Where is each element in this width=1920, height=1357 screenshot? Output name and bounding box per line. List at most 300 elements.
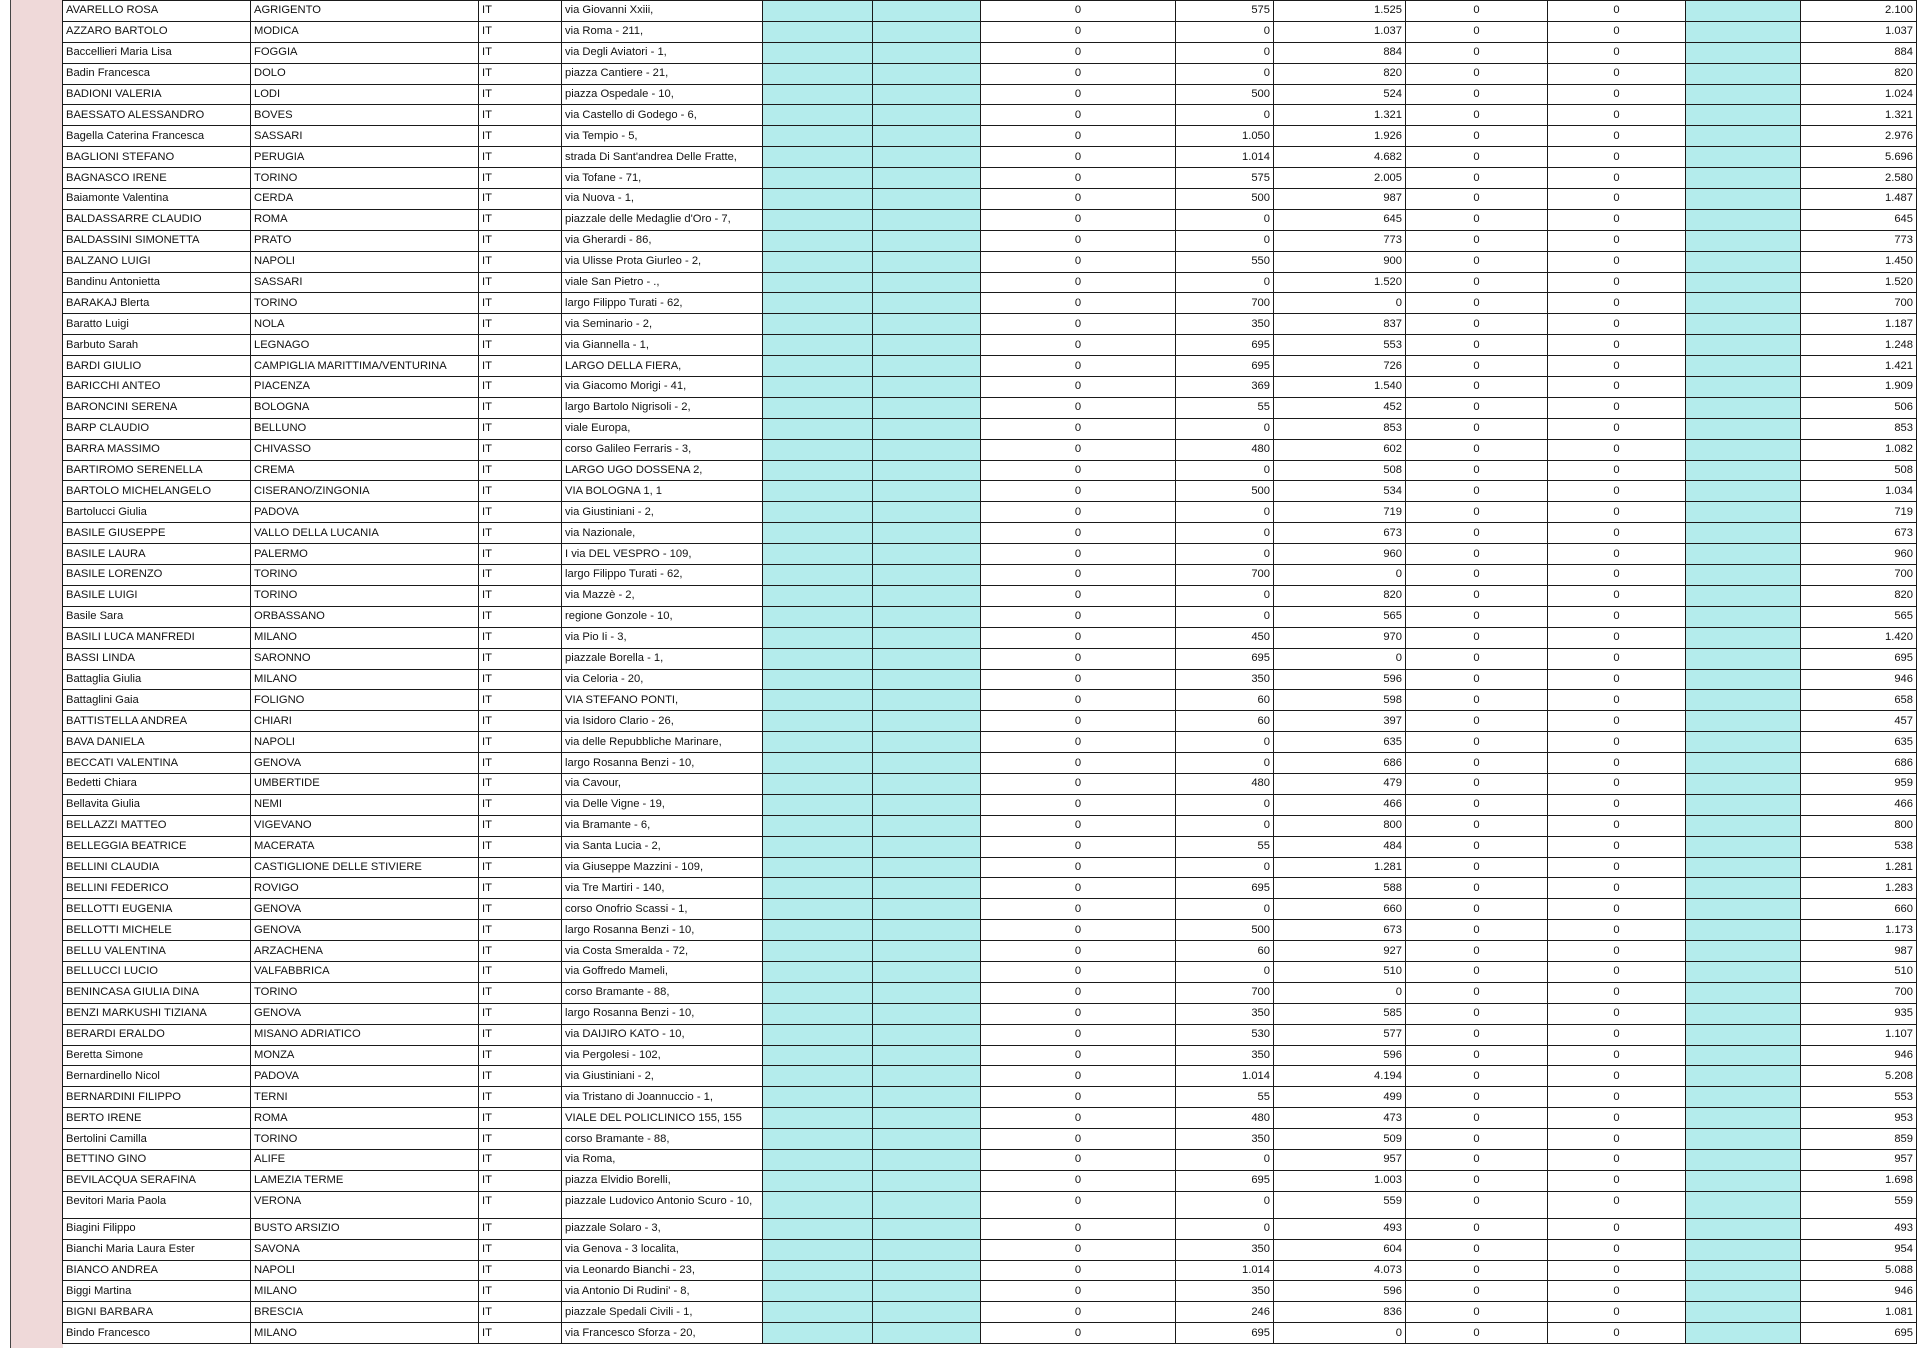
cell-country: IT (479, 147, 562, 168)
cell-empty-cyan (1686, 42, 1801, 63)
cell-value-2: 55 (1176, 836, 1274, 857)
cell-country: IT (479, 126, 562, 147)
cell-total: 1.909 (1801, 377, 1917, 398)
cell-empty-cyan (873, 105, 981, 126)
cell-empty-cyan (873, 502, 981, 523)
cell-value-1: 0 (981, 377, 1176, 398)
cell-empty-cyan (1686, 230, 1801, 251)
cell-name: BELLAZZI MATTEO (63, 815, 251, 836)
cell-country: IT (479, 815, 562, 836)
cell-total: 700 (1801, 565, 1917, 586)
cell-empty-cyan (763, 1239, 873, 1260)
cell-empty-cyan (1686, 314, 1801, 335)
cell-city: NOLA (251, 314, 479, 335)
cell-address: piazzale Spedali Civili - 1, (562, 1302, 763, 1323)
cell-value-2: 500 (1176, 84, 1274, 105)
cell-empty-cyan (873, 1239, 981, 1260)
cell-value-4: 0 (1406, 773, 1548, 794)
cell-empty-cyan (873, 314, 981, 335)
cell-address: largo Rosanna Benzi - 10, (562, 753, 763, 774)
cell-empty-cyan (873, 356, 981, 377)
cell-country: IT (479, 941, 562, 962)
table-row (63, 1108, 1917, 1129)
cell-empty-cyan (1686, 773, 1801, 794)
cell-total: 853 (1801, 418, 1917, 439)
cell-empty-cyan (763, 711, 873, 732)
cell-value-3: 4.682 (1274, 147, 1406, 168)
cell-country: IT (479, 460, 562, 481)
cell-address: piazza Ospedale - 10, (562, 84, 763, 105)
table-row (63, 189, 1917, 210)
table-row (63, 878, 1917, 899)
cell-empty-cyan (763, 627, 873, 648)
cell-name: Bedetti Chiara (63, 773, 251, 794)
cell-address: largo Bartolo Nigrisoli - 2, (562, 397, 763, 418)
cell-value-4: 0 (1406, 126, 1548, 147)
cell-address: largo Rosanna Benzi - 10, (562, 920, 763, 941)
cell-value-5: 0 (1548, 1260, 1686, 1281)
cell-value-5: 0 (1548, 84, 1686, 105)
cell-value-4: 0 (1406, 481, 1548, 502)
cell-name: BADIONI VALERIA (63, 84, 251, 105)
cell-value-2: 60 (1176, 711, 1274, 732)
cell-empty-cyan (1686, 982, 1801, 1003)
cell-empty-cyan (873, 920, 981, 941)
cell-value-2: 350 (1176, 1239, 1274, 1260)
cell-address: largo Filippo Turati - 62, (562, 293, 763, 314)
cell-empty-cyan (763, 1218, 873, 1239)
cell-value-5: 0 (1548, 1003, 1686, 1024)
cell-total: 700 (1801, 293, 1917, 314)
cell-name: Bernardinello Nicol (63, 1066, 251, 1087)
cell-value-5: 0 (1548, 272, 1686, 293)
cell-address: strada Di Sant'andrea Delle Fratte, (562, 147, 763, 168)
cell-city: ROMA (251, 209, 479, 230)
cell-address: LARGO UGO DOSSENA 2, (562, 460, 763, 481)
table-row (63, 773, 1917, 794)
cell-empty-cyan (1686, 878, 1801, 899)
cell-name: Bellavita Giulia (63, 794, 251, 815)
cell-total: 695 (1801, 1323, 1917, 1344)
cell-empty-cyan (763, 335, 873, 356)
table-row (63, 627, 1917, 648)
table-row (63, 648, 1917, 669)
cell-value-5: 0 (1548, 857, 1686, 878)
cell-empty-cyan (873, 815, 981, 836)
cell-value-2: 0 (1176, 1149, 1274, 1170)
cell-value-5: 0 (1548, 42, 1686, 63)
cell-address: via Tofane - 71, (562, 168, 763, 189)
cell-address: via Ulisse Prota Giurleo - 2, (562, 251, 763, 272)
cell-empty-cyan (1686, 920, 1801, 941)
cell-city: MILANO (251, 669, 479, 690)
cell-value-1: 0 (981, 1003, 1176, 1024)
cell-value-3: 660 (1274, 899, 1406, 920)
cell-value-3: 900 (1274, 251, 1406, 272)
cell-name: Badin Francesca (63, 63, 251, 84)
cell-name: BARRA MASSIMO (63, 439, 251, 460)
cell-value-2: 0 (1176, 63, 1274, 84)
cell-city: PADOVA (251, 1066, 479, 1087)
page-margin (0, 0, 10, 1357)
cell-value-5: 0 (1548, 356, 1686, 377)
cell-value-4: 0 (1406, 1191, 1548, 1218)
cell-name: BIGNI BARBARA (63, 1302, 251, 1323)
cell-value-4: 0 (1406, 460, 1548, 481)
cell-empty-cyan (873, 1218, 981, 1239)
cell-address: via Pergolesi - 102, (562, 1045, 763, 1066)
cell-value-4: 0 (1406, 105, 1548, 126)
cell-value-2: 350 (1176, 669, 1274, 690)
table-row (63, 1045, 1917, 1066)
cell-value-1: 0 (981, 690, 1176, 711)
cell-name: BALDASSARRE CLAUDIO (63, 209, 251, 230)
cell-value-1: 0 (981, 1024, 1176, 1045)
cell-empty-cyan (1686, 753, 1801, 774)
table-row (63, 21, 1917, 42)
cell-city: AGRIGENTO (251, 1, 479, 22)
cell-name: Bartolucci Giulia (63, 502, 251, 523)
cell-value-2: 550 (1176, 251, 1274, 272)
cell-total: 954 (1801, 1239, 1917, 1260)
cell-country: IT (479, 209, 562, 230)
cell-value-2: 1.014 (1176, 147, 1274, 168)
cell-value-1: 0 (981, 961, 1176, 982)
cell-total: 2.580 (1801, 168, 1917, 189)
cell-city: LODI (251, 84, 479, 105)
cell-country: IT (479, 439, 562, 460)
cell-city: NEMI (251, 794, 479, 815)
cell-total: 935 (1801, 1003, 1917, 1024)
cell-value-1: 0 (981, 1302, 1176, 1323)
cell-city: ALIFE (251, 1149, 479, 1170)
cell-total: 686 (1801, 753, 1917, 774)
cell-empty-cyan (873, 168, 981, 189)
cell-total: 695 (1801, 648, 1917, 669)
table-row (63, 941, 1917, 962)
table-row (63, 961, 1917, 982)
cell-empty-cyan (873, 1045, 981, 1066)
cell-empty-cyan (873, 878, 981, 899)
cell-total: 946 (1801, 1045, 1917, 1066)
cell-address: via Bramante - 6, (562, 815, 763, 836)
cell-country: IT (479, 1024, 562, 1045)
table-row (63, 1260, 1917, 1281)
cell-value-5: 0 (1548, 1323, 1686, 1344)
table-row (63, 1149, 1917, 1170)
table-row (63, 857, 1917, 878)
cell-value-2: 500 (1176, 481, 1274, 502)
cell-value-2: 0 (1176, 418, 1274, 439)
cell-empty-cyan (873, 544, 981, 565)
cell-address: via Giacomo Morigi - 41, (562, 377, 763, 398)
cell-country: IT (479, 544, 562, 565)
cell-total: 466 (1801, 794, 1917, 815)
table-row (63, 794, 1917, 815)
cell-value-4: 0 (1406, 418, 1548, 439)
cell-country: IT (479, 168, 562, 189)
cell-empty-cyan (873, 794, 981, 815)
cell-value-4: 0 (1406, 982, 1548, 1003)
cell-name: BENINCASA GIULIA DINA (63, 982, 251, 1003)
cell-empty-cyan (873, 773, 981, 794)
table-row (63, 753, 1917, 774)
cell-address: VIALE DEL POLICLINICO 155, 155 (562, 1108, 763, 1129)
cell-empty-cyan (873, 899, 981, 920)
cell-country: IT (479, 1, 562, 22)
table-row (63, 690, 1917, 711)
cell-country: IT (479, 84, 562, 105)
cell-value-2: 695 (1176, 356, 1274, 377)
cell-country: IT (479, 1239, 562, 1260)
cell-value-5: 0 (1548, 1302, 1686, 1323)
cell-address: corso Bramante - 88, (562, 1129, 763, 1150)
cell-value-1: 0 (981, 565, 1176, 586)
cell-empty-cyan (763, 168, 873, 189)
cell-name: Baccellieri Maria Lisa (63, 42, 251, 63)
cell-empty-cyan (873, 941, 981, 962)
table-row (63, 920, 1917, 941)
table-row (63, 669, 1917, 690)
cell-empty-cyan (1686, 836, 1801, 857)
cell-total: 1.698 (1801, 1170, 1917, 1191)
cell-address: corso Galileo Ferraris - 3, (562, 439, 763, 460)
cell-empty-cyan (763, 272, 873, 293)
cell-address: corso Onofrio Scassi - 1, (562, 899, 763, 920)
table-row (63, 397, 1917, 418)
cell-name: BASILE LORENZO (63, 565, 251, 586)
cell-country: IT (479, 105, 562, 126)
cell-value-5: 0 (1548, 941, 1686, 962)
cell-value-1: 0 (981, 230, 1176, 251)
cell-empty-cyan (873, 836, 981, 857)
cell-country: IT (479, 648, 562, 669)
cell-name: BELLINI CLAUDIA (63, 857, 251, 878)
cell-value-3: 0 (1274, 565, 1406, 586)
cell-address: via Antonio Di Rudini' - 8, (562, 1281, 763, 1302)
cell-value-5: 0 (1548, 544, 1686, 565)
cell-address: largo Filippo Turati - 62, (562, 565, 763, 586)
cell-value-5: 0 (1548, 815, 1686, 836)
table-row (63, 1239, 1917, 1260)
cell-empty-cyan (1686, 523, 1801, 544)
cell-value-2: 369 (1176, 377, 1274, 398)
cell-value-3: 473 (1274, 1108, 1406, 1129)
cell-empty-cyan (1686, 377, 1801, 398)
cell-value-4: 0 (1406, 168, 1548, 189)
cell-total: 506 (1801, 397, 1917, 418)
cell-value-3: 987 (1274, 189, 1406, 210)
cell-country: IT (479, 251, 562, 272)
cell-value-2: 1.050 (1176, 126, 1274, 147)
cell-value-5: 0 (1548, 1281, 1686, 1302)
cell-value-5: 0 (1548, 397, 1686, 418)
cell-empty-cyan (873, 1003, 981, 1024)
cell-city: MILANO (251, 627, 479, 648)
cell-name: BARDI GIULIO (63, 356, 251, 377)
cell-value-5: 0 (1548, 920, 1686, 941)
cell-address: via Castello di Godego - 6, (562, 105, 763, 126)
cell-value-2: 0 (1176, 502, 1274, 523)
cell-country: IT (479, 1323, 562, 1344)
cell-empty-cyan (1686, 335, 1801, 356)
cell-value-5: 0 (1548, 899, 1686, 920)
table-row (63, 84, 1917, 105)
cell-value-4: 0 (1406, 1149, 1548, 1170)
cell-country: IT (479, 502, 562, 523)
cell-value-1: 0 (981, 773, 1176, 794)
cell-value-3: 596 (1274, 669, 1406, 690)
cell-value-3: 1.321 (1274, 105, 1406, 126)
table-row (63, 209, 1917, 230)
cell-value-5: 0 (1548, 606, 1686, 627)
table-row (63, 1129, 1917, 1150)
table-row (63, 168, 1917, 189)
cell-value-5: 0 (1548, 314, 1686, 335)
cell-empty-cyan (873, 293, 981, 314)
table-row (63, 1218, 1917, 1239)
cell-value-1: 0 (981, 857, 1176, 878)
cell-city: ORBASSANO (251, 606, 479, 627)
cell-empty-cyan (873, 21, 981, 42)
cell-total: 635 (1801, 732, 1917, 753)
cell-value-2: 575 (1176, 168, 1274, 189)
cell-name: BALDASSINI SIMONETTA (63, 230, 251, 251)
cell-value-5: 0 (1548, 1191, 1686, 1218)
cell-empty-cyan (1686, 1087, 1801, 1108)
cell-empty-cyan (763, 941, 873, 962)
table-row (63, 230, 1917, 251)
cell-empty-cyan (1686, 84, 1801, 105)
cell-value-2: 350 (1176, 1045, 1274, 1066)
cell-empty-cyan (1686, 356, 1801, 377)
cell-value-4: 0 (1406, 1024, 1548, 1045)
cell-value-5: 0 (1548, 502, 1686, 523)
cell-value-4: 0 (1406, 356, 1548, 377)
cell-country: IT (479, 397, 562, 418)
cell-empty-cyan (763, 397, 873, 418)
cell-value-4: 0 (1406, 209, 1548, 230)
cell-country: IT (479, 63, 562, 84)
cell-value-2: 700 (1176, 293, 1274, 314)
cell-total: 1.034 (1801, 481, 1917, 502)
cell-city: ARZACHENA (251, 941, 479, 962)
cell-city: GENOVA (251, 1003, 479, 1024)
cell-value-5: 0 (1548, 627, 1686, 648)
cell-empty-cyan (873, 627, 981, 648)
cell-address: regione Gonzole - 10, (562, 606, 763, 627)
cell-total: 559 (1801, 1191, 1917, 1218)
cell-value-2: 700 (1176, 565, 1274, 586)
cell-name: BARONCINI SERENA (63, 397, 251, 418)
cell-empty-cyan (1686, 1239, 1801, 1260)
cell-value-1: 0 (981, 272, 1176, 293)
cell-country: IT (479, 773, 562, 794)
cell-total: 1.082 (1801, 439, 1917, 460)
cell-value-1: 0 (981, 209, 1176, 230)
cell-empty-cyan (763, 1323, 873, 1344)
cell-city: CHIARI (251, 711, 479, 732)
cell-value-5: 0 (1548, 753, 1686, 774)
cell-value-4: 0 (1406, 1302, 1548, 1323)
cell-value-2: 0 (1176, 523, 1274, 544)
cell-empty-cyan (763, 523, 873, 544)
cell-value-5: 0 (1548, 1, 1686, 22)
cell-address: via Giustiniani - 2, (562, 1066, 763, 1087)
cell-name: BARTIROMO SERENELLA (63, 460, 251, 481)
table-row (63, 335, 1917, 356)
cell-value-2: 530 (1176, 1024, 1274, 1045)
cell-empty-cyan (763, 1149, 873, 1170)
cell-value-4: 0 (1406, 961, 1548, 982)
cell-empty-cyan (1686, 1149, 1801, 1170)
cell-value-5: 0 (1548, 105, 1686, 126)
cell-address: via Costa Smeralda - 72, (562, 941, 763, 962)
cell-value-4: 0 (1406, 899, 1548, 920)
cell-empty-cyan (763, 961, 873, 982)
cell-address: via Gherardi - 86, (562, 230, 763, 251)
cell-empty-cyan (1686, 1129, 1801, 1150)
cell-value-1: 0 (981, 42, 1176, 63)
cell-value-1: 0 (981, 669, 1176, 690)
cell-country: IT (479, 627, 562, 648)
cell-value-4: 0 (1406, 377, 1548, 398)
cell-city: FOGGIA (251, 42, 479, 63)
cell-city: CERDA (251, 189, 479, 210)
cell-value-2: 700 (1176, 982, 1274, 1003)
cell-empty-cyan (763, 1087, 873, 1108)
cell-empty-cyan (873, 1024, 981, 1045)
cell-value-4: 0 (1406, 648, 1548, 669)
cell-value-4: 0 (1406, 1129, 1548, 1150)
cell-empty-cyan (763, 502, 873, 523)
cell-address: largo Rosanna Benzi - 10, (562, 1003, 763, 1024)
cell-value-2: 350 (1176, 1003, 1274, 1024)
cell-empty-cyan (763, 209, 873, 230)
cell-total: 987 (1801, 941, 1917, 962)
cell-value-1: 0 (981, 753, 1176, 774)
cell-empty-cyan (873, 126, 981, 147)
cell-value-3: 493 (1274, 1218, 1406, 1239)
cell-value-3: 820 (1274, 585, 1406, 606)
cell-value-5: 0 (1548, 1087, 1686, 1108)
cell-total: 953 (1801, 1108, 1917, 1129)
cell-empty-cyan (873, 1170, 981, 1191)
cell-empty-cyan (873, 857, 981, 878)
cell-city: VALLO DELLA LUCANIA (251, 523, 479, 544)
cell-value-4: 0 (1406, 63, 1548, 84)
cell-value-3: 719 (1274, 502, 1406, 523)
cell-total: 1.037 (1801, 21, 1917, 42)
cell-empty-cyan (763, 982, 873, 1003)
table-row (63, 314, 1917, 335)
cell-value-1: 0 (981, 878, 1176, 899)
table-row (63, 585, 1917, 606)
cell-empty-cyan (763, 1191, 873, 1218)
cell-total: 1.173 (1801, 920, 1917, 941)
cell-empty-cyan (873, 1323, 981, 1344)
cell-value-3: 673 (1274, 920, 1406, 941)
cell-value-1: 0 (981, 627, 1176, 648)
cell-empty-cyan (1686, 941, 1801, 962)
cell-address: via Santa Lucia - 2, (562, 836, 763, 857)
cell-value-1: 0 (981, 293, 1176, 314)
cell-value-4: 0 (1406, 941, 1548, 962)
cell-value-1: 0 (981, 481, 1176, 502)
cell-name: Baiamonte Valentina (63, 189, 251, 210)
cell-empty-cyan (763, 1066, 873, 1087)
table-row (63, 544, 1917, 565)
